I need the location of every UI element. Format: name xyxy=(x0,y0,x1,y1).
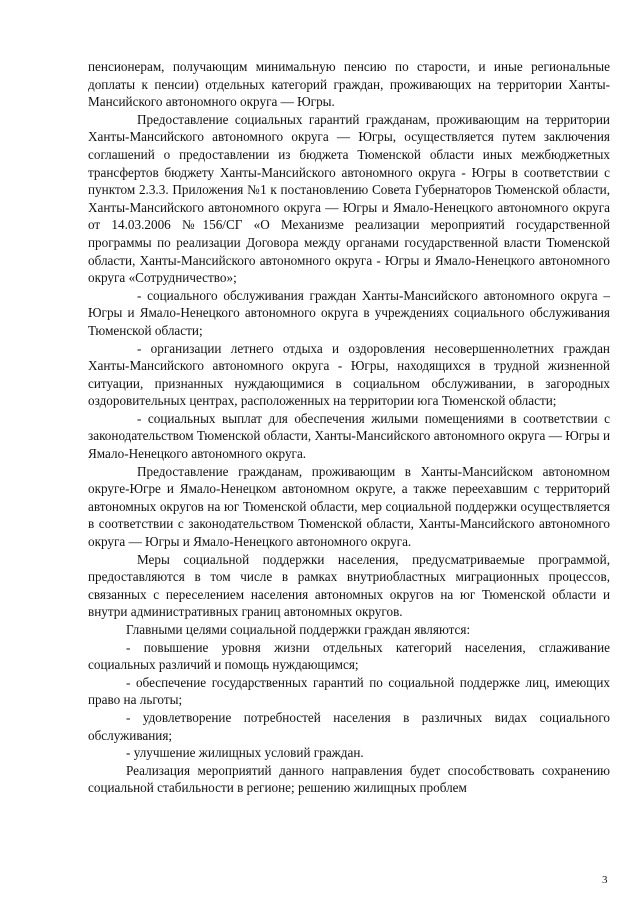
list-item-state-guarantees: - обеспечение государственных гарантий по социальной поддержке лиц, имеющих право на льготы; xyxy=(88,674,610,708)
list-item-housing-payments: - социальных выплат для обеспечения жилыми помещениями в соответствии с законодательством Тюменской области, Ханты-Мансийского автономного округа — Югры и Ямало-Ненецкого автономного округа. xyxy=(88,410,610,462)
paragraph-main-goals-heading: Главными целями социальной поддержки граждан являются: xyxy=(126,622,471,637)
paragraph-implementation: Реализация мероприятий данного направления будет способствовать сохранению социальной стабильности в регионе; решению жилищных проблем xyxy=(88,762,610,796)
list-item-housing-conditions: - улучшение жилищных условий граждан. xyxy=(126,745,364,761)
paragraph-migration-processes: Меры социальной поддержки населения, предусматриваемые программой, предоставляются в том числе в рамках внутриобластных миграционных процессов, связанных с переселением населения автономных округов на юг Тюменской области и внутри административных границ автономных округов. xyxy=(88,551,610,620)
paragraph-support-measures: Предоставление гражданам, проживающим в Ханты-Мансийском автономном округе-Югре и Ямало-Ненецком автономном округе, а также переехавшим с территорий автономных округов на юг Тюменской области, мер социальной поддержки осуществляется в соответствии с законодательством Тюменской области, Ханты-Мансийского автономного округа — Югры и Ямало-Ненецкого автономного округа. xyxy=(88,463,610,550)
paragraph-pension-continuation: пенсионерам, получающим минимальную пенсию по старости, и иные региональные доплаты к пенсии) отдельных категорий граждан, проживающих на территории Ханты-Мансийского автономного округа — Югры. xyxy=(88,59,610,110)
paragraph-social-guarantees: Предоставление социальных гарантий гражданам, проживающим на территории Ханты-Мансийского автономного округа — Югры, осуществляется путем заключения соглашений о предоставлении из бюджета Тюменской области иных межбюджетных трансфертов бюджету Ханты-Мансийского автономного округа - Югры в соответствии с пунктом 2.3.3. Приложения №1 к постановлению Совета Губернаторов Тюменской области, Ханты-Мансийского автономного округа — Югры и Ямало-Ненецкого автономного округа от 14.03.2006 №156/СГ «О Механизме реализации мероприятий государственной программы по реализации Договора между органами государственной власти Тюменской области, Ханты-Мансийского автономного округа - Югры и Ямало-Ненецкого автономного округа «Сотрудничество»; xyxy=(88,111,610,286)
page-number: 3 xyxy=(602,874,608,886)
document-body xyxy=(88,58,610,797)
list-item-social-service: - социального обслуживания граждан Ханты-Мансийского автономного округа – Югры и Ямало-Ненецкого автономного округа в учреждениях социального обслуживания Тюменской области; xyxy=(88,287,610,338)
list-item-population-needs: - удовлетворение потребностей населения в различных видах социального обслуживания; xyxy=(88,709,610,743)
list-item-living-standards: - повышение уровня жизни отдельных категорий населения, сглаживание социальных различий и помощь нуждающимся; xyxy=(88,639,610,673)
list-item-summer-recreation: - организации летнего отдыха и оздоровления несовершеннолетних граждан Ханты-Мансийского автономного округа - Югры, находящихся в трудной жизненной ситуации, признанных нуждающимися в социальном обслуживании, в загородных оздоровительных центрах, расположенных на территории юга Тюменской области; xyxy=(88,340,610,409)
